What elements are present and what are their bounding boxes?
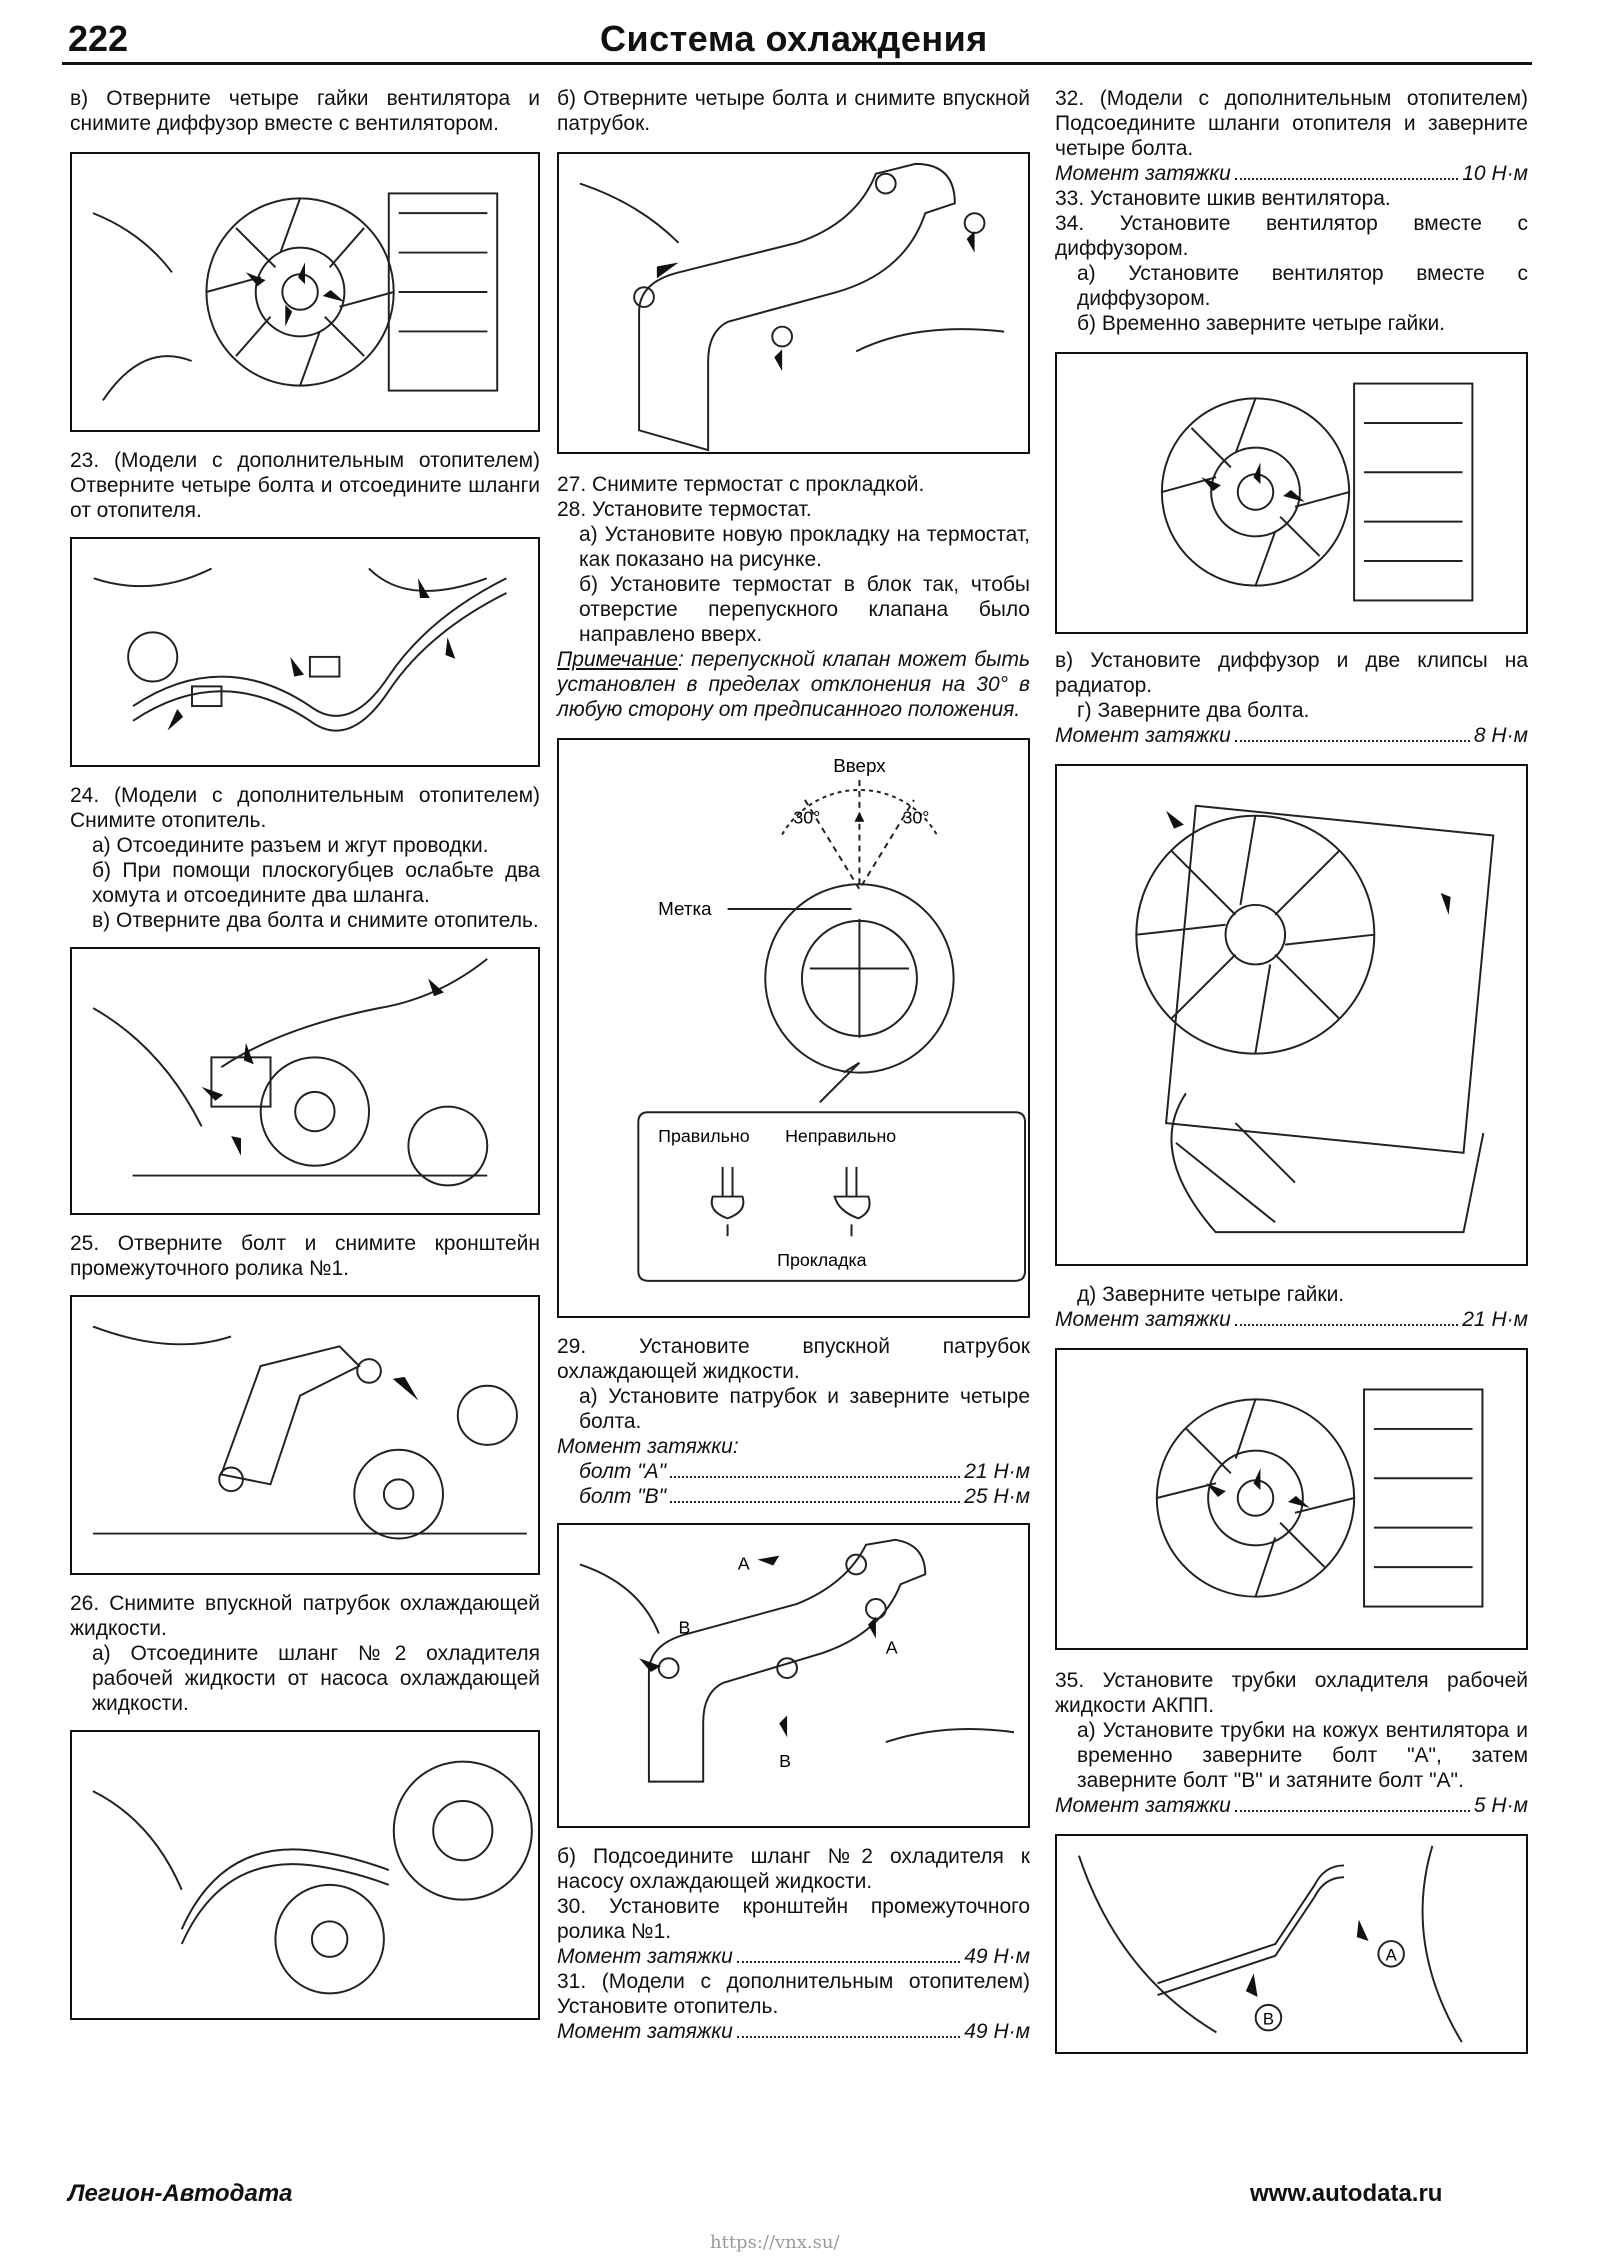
watermark: https://vnx.su/ — [710, 2232, 840, 2253]
column-1 — [70, 86, 540, 2020]
step-32: 32. (Модели с дополнительным отопителем) Подсоедините шланги отопителя и заверните четыре болта. — [1055, 87, 1528, 160]
step-24c: в) Отверните два болта и снимите отопитель. — [92, 909, 539, 932]
bolt-b-label: болт "В" — [579, 1485, 667, 1508]
torque-31 — [557, 2019, 1030, 2044]
torque-34d — [1055, 1307, 1528, 1332]
step-33: 33. Установите шкив вентилятора. — [1055, 187, 1391, 210]
torque-35-label: Момент затяжки — [1055, 1794, 1231, 1817]
header-rule — [62, 62, 1532, 65]
step-28: 28. Установите термостат. — [557, 498, 812, 521]
bolt-a-value: 21 Н·м — [964, 1460, 1030, 1483]
bolt-b-value: 25 Н·м — [964, 1485, 1030, 1508]
fig-label-b1: B — [678, 1617, 691, 1638]
fig-label-b3: B — [1262, 2009, 1274, 2029]
step-34g: г) Заверните два болта. — [1077, 699, 1310, 722]
note-label: Примечание — [557, 648, 678, 671]
step-24: 24. (Модели с дополнительным отопителем) Снимите отопитель. — [70, 784, 540, 832]
figure-fan-install — [1055, 352, 1528, 634]
torque-31-value: 49 Н·м — [964, 2020, 1030, 2043]
label-up: Вверх — [833, 755, 886, 777]
torque-35-value: 5 Н·м — [1473, 1794, 1528, 1817]
figure-atf-tubes — [1055, 1834, 1528, 2054]
figure-fan-removal — [70, 152, 540, 432]
step-34a: а) Установите вентилятор вместе с диффузором. — [1077, 262, 1528, 310]
fig-label-a3: A — [1385, 1945, 1397, 1965]
label-angle-left: 30° — [793, 807, 821, 828]
figure-inlet-install — [557, 1523, 1030, 1828]
torque-34d-value: 21 Н·м — [1462, 1308, 1528, 1331]
torque-bolt-a — [557, 1459, 1030, 1484]
step-26: 26. Снимите впускной патрубок охлаждающей жидкости. — [70, 1592, 540, 1640]
torque-32-label: Момент затяжки — [1055, 162, 1231, 185]
page-number: 222 — [68, 18, 129, 59]
torque-30-label: Момент затяжки — [557, 1945, 733, 1968]
step-27: 27. Снимите термостат с прокладкой. — [557, 473, 925, 496]
figure-thermostat — [557, 738, 1030, 1318]
step-34: 34. Установите вентилятор вместе с диффузором. — [1055, 212, 1528, 260]
torque-bolt-b — [557, 1484, 1030, 1509]
step-34b: б) Временно заверните четыре гайки. — [1077, 312, 1446, 335]
torque-34g-value: 8 Н·м — [1473, 724, 1528, 747]
torque-label-29: Момент затяжки: — [557, 1435, 739, 1458]
step-26b: б) Отверните четыре болта и снимите впускной патрубок. — [557, 87, 1030, 135]
torque-34d-label: Момент затяжки — [1055, 1308, 1231, 1331]
bolt-a-label: болт "А" — [579, 1460, 667, 1483]
fig-label-a1: A — [737, 1553, 750, 1574]
figure-shroud — [1055, 764, 1528, 1266]
step-34d: д) Заверните четыре гайки. — [1077, 1283, 1345, 1306]
label-correct: Правильно — [658, 1126, 750, 1147]
footer-website-link[interactable]: www.autodata.ru — [1250, 2180, 1443, 2207]
step-26a: а) Отсоедините шланг №2 охладителя рабочей жидкости от насоса охлаждающей жидкости. — [92, 1642, 540, 1715]
torque-30-value: 49 Н·м — [964, 1945, 1030, 1968]
note — [557, 647, 1030, 722]
step-24a: а) Отсоедините разъем и жгут проводки. — [92, 834, 489, 857]
torque-31-label: Момент затяжки — [557, 2020, 733, 2043]
torque-32 — [1055, 161, 1528, 186]
note-text: : перепускной клапан может быть установлен в пределах отклонения на 30° в любую сторону от предписанного положения. — [557, 648, 1030, 721]
page-title: Система охлаждения — [600, 18, 988, 59]
torque-34g-label: Момент затяжки — [1055, 724, 1231, 747]
step-29a: а) Установите патрубок и заверните четыре болта. — [579, 1385, 1030, 1433]
figure-idler-bracket — [70, 1295, 540, 1575]
step-25: 25. Отверните болт и снимите кронштейн промежуточного ролика №1. — [70, 1232, 540, 1280]
figure-inlet-pipe — [557, 152, 1030, 454]
figure-heater-hoses — [70, 537, 540, 767]
step-28a: а) Установите новую прокладку на термостат, как показано на рисунке. — [579, 523, 1030, 571]
torque-35 — [1055, 1793, 1528, 1818]
torque-32-value: 10 Н·м — [1462, 162, 1528, 185]
step-22c: в) Отверните четыре гайки вентилятора и снимите диффузор вместе с вентилятором. — [70, 87, 540, 135]
label-incorrect: Неправильно — [785, 1126, 897, 1147]
figure-cooler-hose — [70, 1730, 540, 2020]
column-3 — [1055, 86, 1528, 2054]
step-30: 30. Установите кронштейн промежуточного ролика №1. — [557, 1895, 1030, 1943]
column-2 — [557, 86, 1030, 2044]
step-24b: б) При помощи плоскогубцев ослабьте два хомута и отсоедините два шланга. — [92, 859, 540, 907]
footer-publisher: Легион-Автодата — [68, 2180, 293, 2207]
step-34c: в) Установите диффузор и две клипсы на радиатор. — [1055, 649, 1528, 697]
step-35a: а) Установите трубки на кожух вентилятора и временно заверните болт "А", затем заверните болт "В" и затяните болт "А". — [1077, 1719, 1528, 1792]
step-29b: б) Подсоедините шланг №2 охладителя к насосу охлаждающей жидкости. — [557, 1845, 1030, 1893]
step-35: 35. Установите трубки охладителя рабочей жидкости АКПП. — [1055, 1669, 1528, 1717]
step-28b: б) Установите термостат в блок так, чтобы отверстие перепускного клапана было направлено вверх. — [579, 573, 1030, 646]
label-angle-right: 30° — [902, 807, 930, 828]
figure-fan-final — [1055, 1348, 1528, 1650]
torque-34g — [1055, 723, 1528, 748]
figure-heater-removal — [70, 947, 540, 1215]
fig-label-a2: A — [885, 1637, 898, 1658]
label-gasket: Прокладка — [777, 1249, 867, 1270]
step-23: 23. (Модели с дополнительным отопителем) Отверните четыре болта и отсоедините шланги от отопителя. — [70, 449, 540, 522]
label-mark: Метка — [658, 897, 712, 919]
torque-30 — [557, 1944, 1030, 1969]
step-29: 29. Установите впускной патрубок охлаждающей жидкости. — [557, 1335, 1030, 1383]
step-31: 31. (Модели с дополнительным отопителем) Установите отопитель. — [557, 1970, 1030, 2018]
fig-label-b2: B — [779, 1750, 792, 1771]
